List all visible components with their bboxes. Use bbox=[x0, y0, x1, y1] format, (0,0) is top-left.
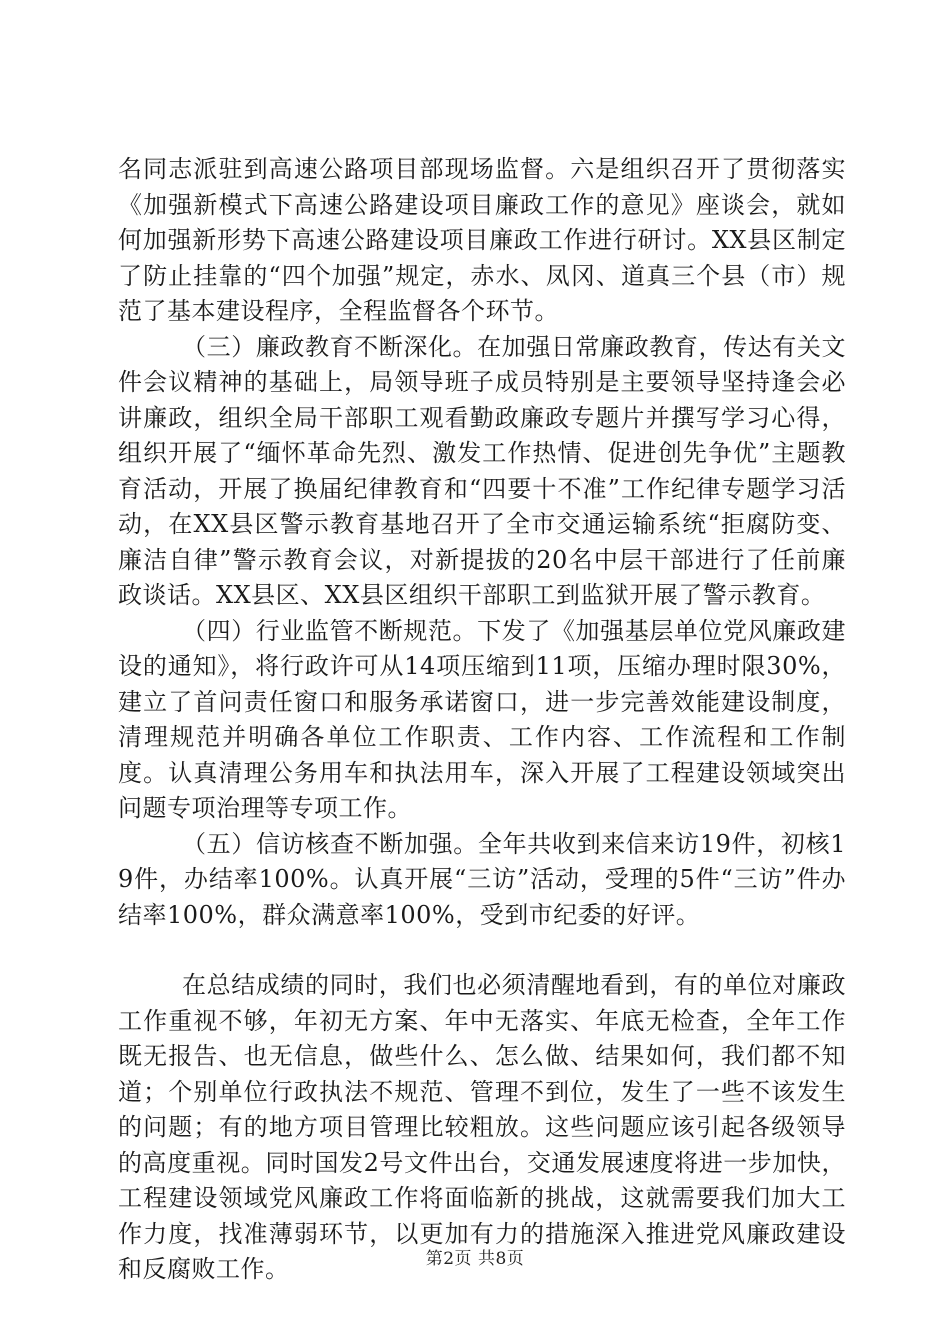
paragraph-spacer bbox=[118, 933, 846, 968]
paragraph-section-5: （五）信访核查不断加强。全年共收到来信来访19件，初核19件，办结率100%。认真开展“三访”活动，受理的5件“三访”件办结率100%，群众满意率100%，受到市纪委的好评。 bbox=[118, 829, 846, 929]
paragraph-section-3: （三）廉政教育不断深化。在加强日常廉政教育，传达有关文件会议精神的基础上，局领导班子成员特别是主要领导坚持逢会必讲廉政，组织全局干部职工观看勤政廉政专题片并撰写学习心得，组织开展了“缅怀革命先烈、激发工作热情、促进创先争优”主题教育活动，开展了换届纪律教育和“四要十不准”工作纪律专题学习活动，在XX县区警示教育基地召开了全市交通运输系统“拒腐防变、廉洁自律”警示教育会议，对新提拔的20名中层干部进行了任前廉政谈话。XX县区、XX县区组织干部职工到监狱开展了警示教育。 bbox=[118, 332, 846, 609]
paragraph-section-4: （四）行业监管不断规范。下发了《加强基层单位党风廉政建设的通知》，将行政许可从14项压缩到11项，压缩办理时限30%，建立了首问责任窗口和服务承诺窗口，进一步完善效能建设制度，清理规范并明确各单位工作职责、工作内容、工作流程和工作制度。认真清理公务用车和执法用车，深入开展了工程建设领域突出问题专项治理等专项工作。 bbox=[118, 616, 846, 822]
page-number-footer: 第2页 共8页 bbox=[425, 1249, 525, 1269]
document-body bbox=[118, 152, 846, 1288]
paragraph-summary: 在总结成绩的同时，我们也必须清醒地看到，有的单位对廉政工作重视不够，年初无方案、年中无落实、年底无检查，全年工作既无报告、也无信息，做些什么、怎么做、结果如何，我们都不知道；个别单位行政执法不规范、管理不到位，发生了一些不该发生的问题；有的地方项目管理比较粗放。这些问题应该引起各级领导的高度重视。同时国发2号文件出台，交通发展速度将进一步加快，工程建设领域党风廉政工作将面临新的挑战，这就需要我们加大工作力度，找准薄弱环节，以更加有力的措施深入推进党风廉政建设和反腐败工作。 bbox=[118, 971, 846, 1283]
paragraph-continuation: 名同志派驻到高速公路项目部现场监督。六是组织召开了贯彻落实《加强新模式下高速公路建设项目廉政工作的意见》座谈会，就如何加强新形势下高速公路建设项目廉政工作进行研讨。XX县区制定了防止挂靠的“四个加强”规定，赤水、凤冈、道真三个县（市）规范了基本建设程序，全程监督各个环节。 bbox=[118, 155, 846, 325]
